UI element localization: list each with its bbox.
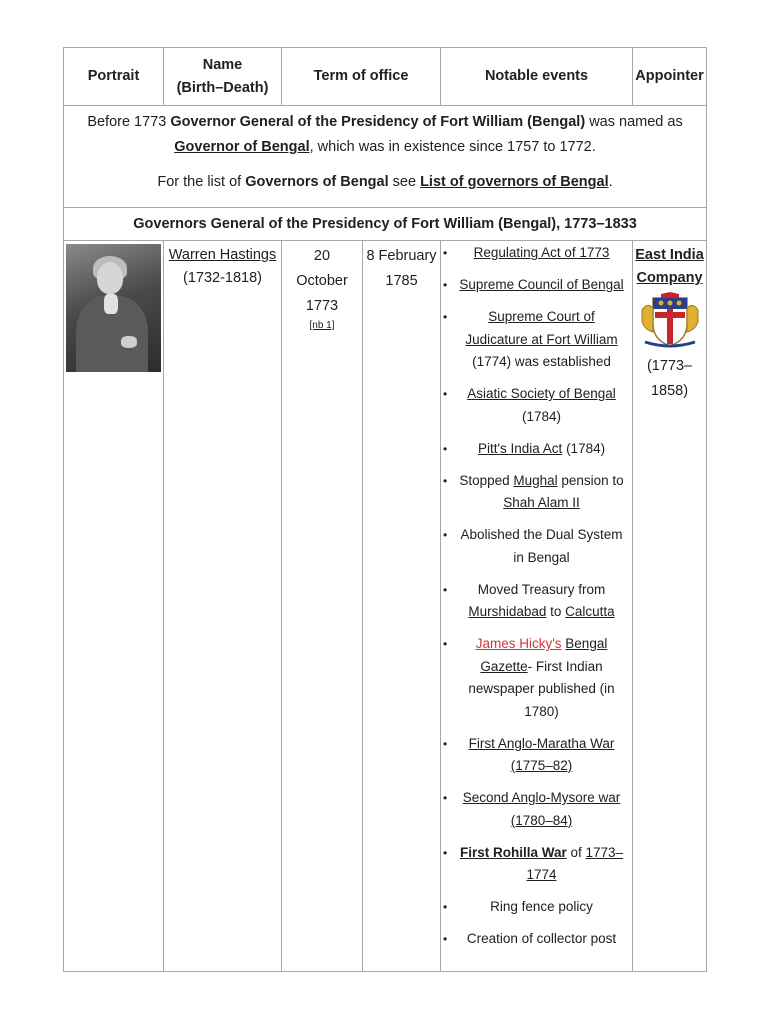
event-link[interactable]: Pitt's India Act [477,440,563,456]
event-text: Abolished the Dual System in Bengal [460,527,623,565]
event-text: Ring fence policy [490,899,593,914]
term-start-cell [282,241,363,972]
intro-bold: Governor General of the Presidency of Fort William (Bengal) [170,114,586,130]
event-link[interactable]: Supreme Council of Bengal [459,277,624,292]
event-link[interactable]: Supreme Court of Judicature at Fort William [465,309,618,347]
event-item [456,579,627,624]
intro-paragraph-2 [70,170,700,195]
appointer-years-2: 1858) [650,383,689,399]
event-link[interactable]: Mughal [513,472,558,488]
event-text: Stopped [459,472,514,488]
event-item [456,842,627,887]
appointer-cell [633,241,707,972]
intro-paragraph-1 [70,110,700,160]
event-item [456,242,627,265]
header-portrait: Portrait [64,48,164,106]
event-item [456,928,627,951]
header-name-line2: (Birth–Death) [176,79,269,96]
event-text: of [566,844,586,860]
header-row [64,48,707,106]
section-subheading: Governors General of the Presidency of Fort William (Bengal), 1773–1833 [64,208,707,241]
event-link[interactable]: Calcutta [565,604,615,619]
events-cell [441,241,633,972]
event-link[interactable]: Murshidabad [468,604,547,619]
event-text: (1784) [562,440,606,456]
event-link[interactable]: Second Anglo-Mysore war (1780–84) [462,790,621,828]
event-item [456,470,627,515]
governors-table [63,47,707,972]
events-list [442,242,631,951]
event-text: (1784) [522,408,562,424]
term-start-month: October [296,273,348,289]
governor-of-bengal-link[interactable]: Governor of Bengal [174,139,310,155]
event-item [456,896,627,919]
portrait-image[interactable] [66,244,161,372]
event-link[interactable]: Asiatic Society of Bengal [467,386,616,401]
term-start-year: 1773 [305,298,339,314]
east-india-company-link-line1[interactable]: East India [635,247,704,263]
event-text: (1774) was established [472,354,611,369]
event-item [456,274,627,297]
lifespan: (1732-1818) [183,270,262,286]
event-link[interactable]: Regulating Act of 1773 [473,245,610,260]
intro-text: Before 1773 [87,114,171,130]
header-name-line1: Name [202,56,243,73]
list-of-governors-link[interactable]: List of governors of Bengal [420,174,609,190]
footnote-link[interactable]: [nb 1] [309,320,335,331]
event-item [456,787,627,832]
intro-text: was named as [585,114,683,130]
intro-cell [64,106,707,208]
intro-text: , which was in existence since 1757 to 1772. [309,139,596,155]
governor-row [64,241,707,972]
event-link[interactable]: First Anglo-Maratha War (1775–82) [468,735,615,773]
name-cell [164,241,282,972]
east-india-company-link-line2[interactable]: Company [636,270,703,286]
event-item [456,633,627,723]
header-appointer: Appointer [633,48,707,106]
term-start-day: 20 [313,248,331,264]
term-end-year: 1785 [385,273,418,289]
event-item [456,306,627,374]
event-bold-link[interactable]: First Rohilla War [459,844,567,860]
term-end-date: 8 February [366,248,437,264]
term-end-cell [363,241,441,972]
header-name [164,48,282,106]
event-redlink[interactable]: James Hicky's [475,636,562,651]
event-link[interactable]: 1773–1774 [526,844,624,882]
event-item [456,733,627,778]
event-link[interactable]: Shah Alam II [503,495,580,510]
header-events: Notable events [441,48,633,106]
event-link[interactable]: Bengal Gazette [480,636,608,674]
event-item [456,438,627,461]
event-text: pension to [557,472,624,488]
event-text: to [546,604,566,619]
warren-hastings-link[interactable]: Warren Hastings [168,247,277,263]
event-text: Moved Treasury from [477,581,606,597]
intro-text: For the list of [157,174,246,190]
intro-row [64,106,707,208]
portrait-cell [64,241,164,972]
intro-text: . [608,174,613,190]
company-crest-icon [639,292,701,348]
event-text: - First Indian newspaper published (in 1780) [468,658,615,719]
subheading-row [64,208,707,241]
appointer-years-1: (1773– [646,358,693,374]
intro-text: see [388,174,421,190]
intro-bold: Governors of Bengal [245,174,389,190]
event-text: Creation of collector post [466,931,617,946]
event-item [456,383,627,428]
header-term: Term of office [282,48,441,106]
event-item [456,524,627,569]
